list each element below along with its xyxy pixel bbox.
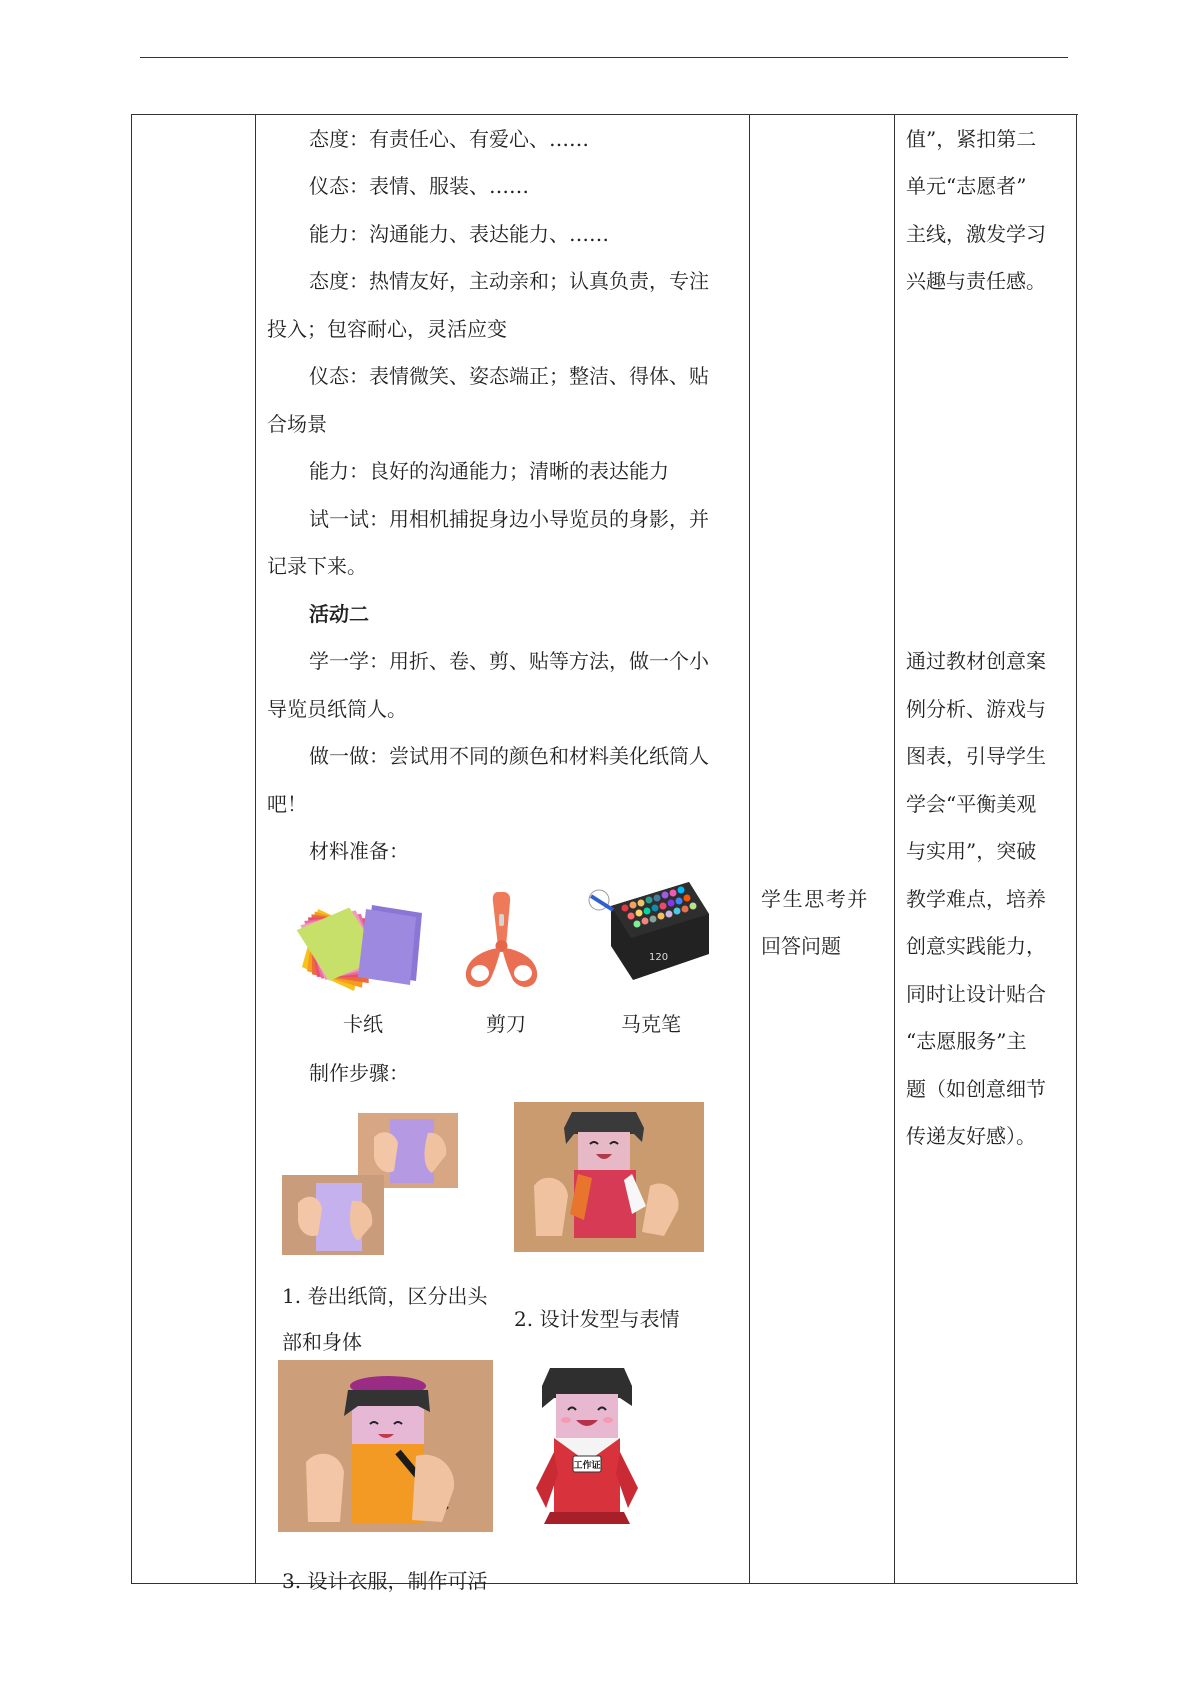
finished-paper-figure-image xyxy=(520,1362,655,1527)
text-line: 记录下来。 xyxy=(267,554,367,578)
intent-line: 学会“平衡美观 xyxy=(906,792,1037,816)
text-line: 试一试：用相机捕捉身边小导览员的身影，并 xyxy=(309,507,709,531)
intent-line: 教学难点，培养 xyxy=(906,887,1046,911)
intent-line: 题（如创意细节 xyxy=(906,1077,1046,1101)
intent-line: 单元“志愿者” xyxy=(906,174,1027,198)
table-border-left xyxy=(131,114,132,1584)
intent-line: 例分析、游戏与 xyxy=(906,697,1046,721)
step3-clothing-photo xyxy=(278,1360,493,1532)
badge-label: 工作证 xyxy=(573,1461,601,1471)
header-rule xyxy=(140,57,1068,58)
text-line: 吧！ xyxy=(267,792,307,816)
text-line: 仪态：表情、服装、…… xyxy=(309,174,529,198)
intent-line: 传递友好感）。 xyxy=(906,1124,1036,1148)
steps-heading: 制作步骤： xyxy=(309,1061,409,1085)
scissors-image xyxy=(458,888,548,1000)
intent-line: 与实用”，突破 xyxy=(906,839,1037,863)
intent-line: 创意实践能力， xyxy=(906,934,1046,958)
intent-line: 主线，激发学习 xyxy=(906,222,1046,246)
material-caption: 卡纸 xyxy=(343,1012,383,1036)
table-border-right xyxy=(1076,114,1077,1584)
step1-folding-photo xyxy=(282,1113,462,1258)
table-col-divider-1 xyxy=(255,114,256,1584)
step-caption: 1. 卷出纸筒，区分出头 xyxy=(282,1284,488,1308)
intent-line: 图表，引导学生 xyxy=(906,744,1046,768)
text-line: 学一学：用折、卷、剪、贴等方法，做一个小 xyxy=(309,649,709,673)
student-activity-line: 回答问题 xyxy=(761,934,841,958)
activity-heading: 活动二 xyxy=(309,602,369,626)
student-activity-line: 学生思考并 xyxy=(761,887,869,911)
table-top-border xyxy=(131,114,1078,115)
cardstock-image xyxy=(294,885,434,995)
table-col-divider-3 xyxy=(894,114,895,1584)
text-line: 做一做：尝试用不同的颜色和材料美化纸筒人 xyxy=(309,744,709,768)
text-line: 态度：热情友好，主动亲和；认真负责，专注 xyxy=(309,269,709,293)
text-line: 能力：良好的沟通能力；清晰的表达能力 xyxy=(309,459,669,483)
intent-line: 通过教材创意案 xyxy=(906,649,1046,673)
intent-line: 同时让设计贴合 xyxy=(906,982,1046,1006)
table-col-divider-2 xyxy=(749,114,750,1584)
step2-hairstyle-photo xyxy=(514,1102,704,1252)
marker-box-label: 120 xyxy=(649,952,669,963)
text-line: 合场景 xyxy=(267,412,327,436)
text-line: 态度：有责任心、有爱心、…… xyxy=(309,127,589,151)
intent-line: 值”，紧扣第二 xyxy=(906,127,1037,151)
text-line: 仪态：表情微笑、姿态端正；整洁、得体、贴 xyxy=(309,364,709,388)
text-line: 导览员纸筒人。 xyxy=(267,697,407,721)
step-caption: 部和身体 xyxy=(282,1330,362,1354)
marker-pens-image xyxy=(585,876,711,982)
material-caption: 剪刀 xyxy=(486,1012,526,1036)
step-caption: 2. 设计发型与表情 xyxy=(514,1307,680,1331)
text-line: 能力：沟通能力、表达能力、…… xyxy=(309,222,609,246)
intent-line: “志愿服务”主 xyxy=(906,1029,1027,1053)
materials-heading: 材料准备： xyxy=(309,839,409,863)
material-caption: 马克笔 xyxy=(621,1012,681,1036)
table-bottom-border xyxy=(131,1583,1078,1584)
step-caption: 3. 设计衣服，制作可活 xyxy=(282,1569,488,1593)
intent-line: 兴趣与责任感。 xyxy=(906,269,1046,293)
text-line: 投入；包容耐心，灵活应变 xyxy=(267,317,507,341)
